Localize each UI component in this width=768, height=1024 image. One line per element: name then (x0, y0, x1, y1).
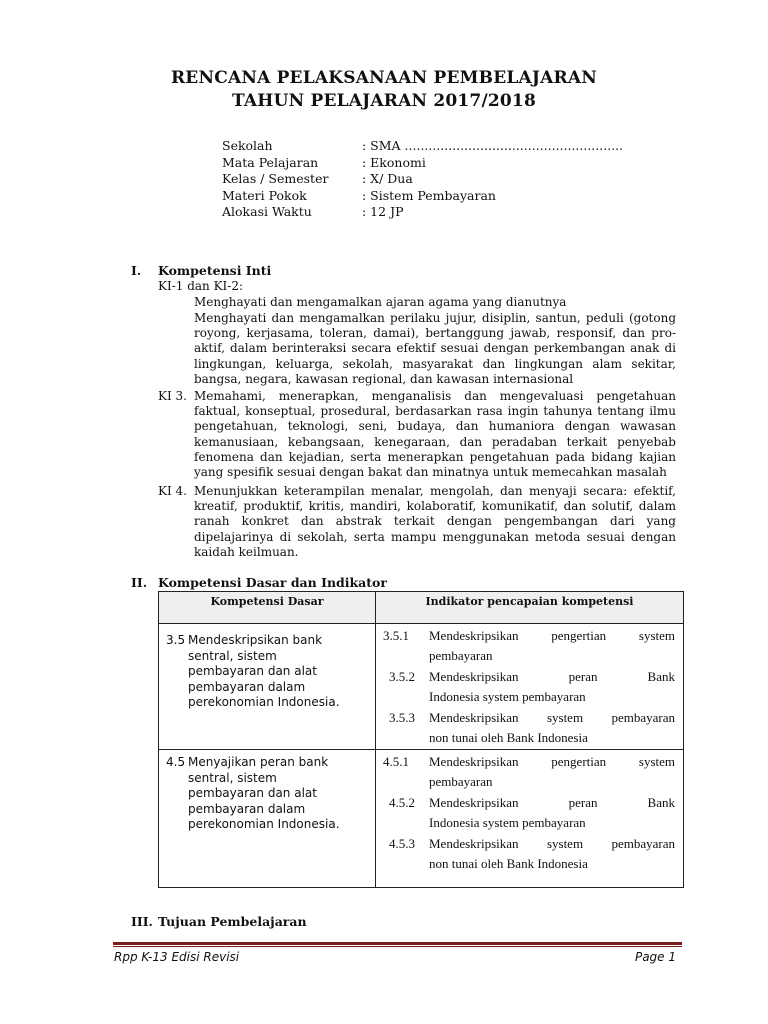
indicator-text: Mendeskripsikan system pembayaran (429, 710, 675, 725)
kd-number: 3.5 (166, 633, 186, 647)
identity-label: Alokasi Waktu (222, 204, 312, 219)
kd-cell (159, 624, 376, 750)
indicator-item (383, 708, 675, 747)
doc-title-line2: TAHUN PELAJARAN 2017/2018 (232, 91, 536, 111)
indicator-text: pembayaran (429, 647, 493, 663)
footer-left: Rpp K-13 Edisi Revisi (114, 950, 240, 964)
doc-title-line1: RENCANA PELAKSANAAN PEMBELAJARAN (170, 68, 597, 88)
identity-label: Kelas / Semester (222, 171, 329, 186)
indicator-text: Mendeskripsikan peran Bank (429, 669, 675, 684)
ki4-label: KI 4. (158, 484, 187, 498)
kd-indicator-table (158, 591, 684, 888)
kd-line: pembayaran dalam (188, 679, 306, 694)
indicator-item (383, 626, 675, 665)
indicator-text: Indonesia system pembayaran (429, 688, 586, 704)
footer-rule-thin (113, 946, 682, 947)
section-2-title: Kompetensi Dasar dan Indikator (158, 575, 387, 590)
identity-label: Mata Pelajaran (222, 154, 319, 170)
table-header-kd: Kompetensi Dasar (159, 592, 376, 624)
table-header-indicator: Indikator pencapaian kompetensi (376, 592, 684, 624)
table-row (159, 624, 684, 750)
identity-value: : X/ Dua (362, 171, 413, 186)
section-2-number: II. (131, 575, 148, 590)
ki12-label: KI-1 dan KI-2: (158, 279, 244, 293)
identity-label: Sekolah (222, 138, 273, 153)
identity-label: Materi Pokok (222, 187, 307, 203)
indicator-text: Mendeskripsikan peran Bank (429, 795, 675, 810)
ki3-label: KI 3. (158, 389, 187, 403)
indicator-text: Mendeskripsikan pengertian system (429, 628, 675, 643)
indicator-number: 4.5.3 (389, 836, 415, 851)
kd-line: sentral, sistem (188, 648, 277, 663)
identity-row-kelas (222, 171, 623, 188)
kd-line: pembayaran dan alat (188, 786, 317, 800)
indicator-number: 4.5.2 (389, 795, 415, 810)
kd-line: pembayaran dan alat (188, 664, 317, 678)
identity-value: : 12 JP (362, 204, 404, 219)
ki1-text: Menghayati dan mengamalkan ajaran agama yang dianutnya (194, 295, 567, 309)
identity-row-mapel (222, 155, 623, 172)
indicator-text: non tunai oleh Bank Indonesia (429, 855, 588, 871)
kd-line: perekonomian Indonesia. (188, 817, 340, 831)
identity-value: : Ekonomi (362, 154, 426, 170)
identity-value: : Sistem Pembayaran (362, 187, 496, 203)
kd-line: pembayaran dalam (188, 801, 306, 816)
indicator-item (383, 793, 675, 832)
indicator-cell (376, 750, 684, 888)
identity-block (222, 138, 623, 221)
indicator-item (383, 667, 675, 706)
kd-line: perekonomian Indonesia. (188, 695, 340, 709)
ki4-text: Menunjukkan keterampilan menalar, mengolah, dan menyaji secara: efektif, kreatif, produktif, kritis, mandiri, kolaboratif, komunikatif, dan solutif, dalam ranah konkret dan abstrak terkait dengan pengembangan dari yang dipelajarinya di sekolah, serta mampu menggunakan metoda sesuai dengan kaidah keilmuan. (194, 484, 676, 559)
section-1-title: Kompetensi Inti (158, 263, 272, 278)
kd-line: Menyajikan peran bank (188, 755, 329, 769)
identity-row-sekolah (222, 138, 623, 155)
table-row (159, 750, 684, 888)
identity-value: : SMA ....................................................... (362, 138, 624, 153)
kd-number: 4.5 (166, 755, 186, 769)
kd-line: Mendeskripsikan bank (188, 633, 323, 647)
indicator-item (383, 834, 675, 873)
indicator-item (383, 752, 675, 791)
indicator-text: Indonesia system pembayaran (429, 814, 586, 830)
footer-page-number: Page 1 (634, 950, 676, 964)
section-1-number: I. (131, 263, 142, 278)
kd-cell (159, 750, 376, 888)
indicator-cell (376, 624, 684, 750)
identity-row-alokasi (222, 204, 623, 221)
indicator-text: Mendeskripsikan system pembayaran (429, 836, 675, 851)
section-3-number: III. (131, 914, 153, 929)
footer-rule (113, 942, 682, 945)
indicator-number: 3.5.2 (389, 669, 415, 684)
ki2-text: Menghayati dan mengamalkan perilaku jujur, disiplin, santun, peduli (gotong royong, kerjasama, toleran, damai), bertanggung jawab, responsif, dan pro-aktif, dalam berinteraksi secara efektif sesuai dengan perkembangan anak di lingkungan, keluarga, sekolah, masyarakat dan lingkungan alam sekitar, bangsa, negara, kawasan regional, dan kawasan internasional (194, 311, 676, 386)
identity-row-materi (222, 188, 623, 205)
indicator-text: Mendeskripsikan pengertian system (429, 754, 675, 769)
ki3-text: Memahami, menerapkan, menganalisis dan mengevaluasi pengetahuan faktual, konseptual, prosedural, berdasarkan rasa ingin tahunya tentang ilmu pengetahuan, teknologi, seni, budaya, dan humaniora dengan wawasan kemanusiaan, kebangsaan, kenegaraan, dan peradaban terkait penyebab fenomena dan kejadian, serta menerapkan pengetahuan pada bidang kajian yang spesifik sesuai dengan bakat dan minatnya untuk memecahkan masalah (194, 389, 676, 480)
indicator-number: 3.5.3 (389, 710, 415, 725)
indicator-text: pembayaran (429, 773, 493, 789)
section-3-title: Tujuan Pembelajaran (158, 914, 307, 929)
kd-line: sentral, sistem (188, 770, 277, 785)
indicator-text: non tunai oleh Bank Indonesia (429, 729, 588, 745)
indicator-number: 3.5.1 (383, 628, 409, 643)
indicator-number: 4.5.1 (383, 754, 409, 769)
